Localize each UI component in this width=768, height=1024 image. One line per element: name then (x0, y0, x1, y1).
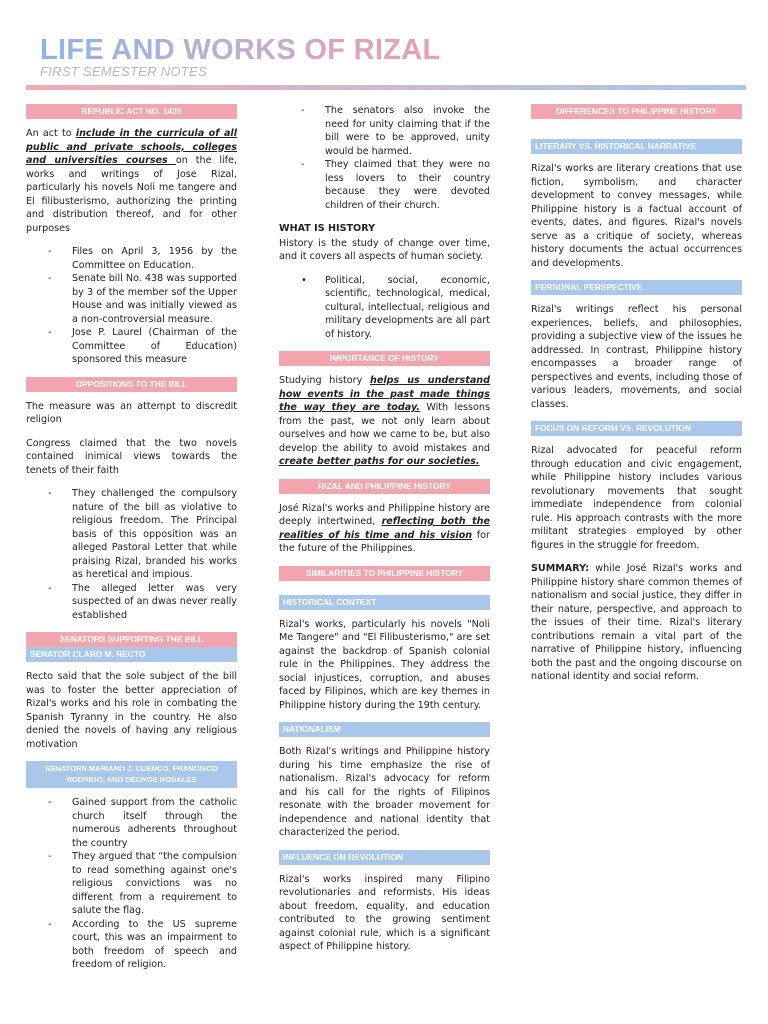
emphasis-text: helps us understand how events in the past made things the way they are today. (279, 375, 490, 413)
column-2 (279, 104, 490, 964)
importance-paragraph: Studying history helps us understand how events in the past made things the way they are today. With lessons from the past, we not only learn about ourselves and how we came to be, but also develop the ability to avoid mistakes and create better paths for our societies. (279, 375, 490, 467)
history-aspects-list (279, 274, 490, 342)
summary-paragraph: SUMMARY: while José Rizal's works and Philippine history share common themes of nationalism and social justice, they differ in their nature, perspective, and approach to the issues of their time. Rizal's literary contributions remain a vital part of the narrative of Philippine history, influencing both the past and the ongoing discourse on national identity and social reform. (531, 563, 742, 682)
influence-paragraph: Rizal's works inspired many Filipino revolutionaries and reformists. His ideas about freedom, equality, and education contributed to the growing sentiment against colonial rule, which is a significant aspect of Philippine history. (279, 873, 490, 952)
nationalism-paragraph: Both Rizal's writings and Philippine history during his time emphasize the rise of nationalism. Rizal's advocacy for reform and his call for the rights of Filipinos resonate with the broader movement for independence and national identity that characterized the period. (279, 746, 490, 838)
personal-perspective-paragraph: Rizal's writings reflect his personal experiences, beliefs, and philosophies, providing a subjective view of the issues he addressed. In contrast, Philippine history encompasses a broader range of perspectives and events, including those of various leaders, movements, and social classes. (531, 304, 742, 410)
rizal-history-paragraph: José Rizal's works and Philippine history are deeply intertwined, reflecting both the realities of his time and his vision for the future of the Philippines. (279, 502, 490, 554)
republic-act-list (26, 245, 237, 367)
list-item: • Political, social, economic, scientific, technological, medical, cultural, intellectual, religious and military developments are all part of history. (301, 274, 490, 340)
opposition-paragraph-1: The measure was an attempt to discredit religion (26, 400, 237, 425)
page-title: LIFE AND WORKS OF RIZAL (40, 34, 441, 66)
subheader-personal-perspective: PERSONAL PERSPECTIVE (531, 280, 742, 295)
subheader-nationalism: NATIONALISM (279, 722, 490, 737)
list-item: - They challenged the compulsory nature of the bill as violative to religious freedom. The Principal basis of this opposition was an alleged Pastoral Letter that while praising Rizal, branded his works as heretical and impious. (48, 488, 237, 580)
column-1 (26, 104, 237, 982)
opposition-list (26, 487, 237, 622)
section-header-senators-supporting: SENATORS SUPPORTING THE BILL (26, 632, 237, 647)
list-item: - Senate bill No. 438 was supported by 3 of the member sof the Upper House and was initially viewed as a non-controversial measure. (48, 273, 237, 325)
cuenco-list (26, 796, 237, 972)
list-item: - Files on April 3, 1956 by the Committee on Education. (48, 246, 237, 271)
list-item: - Gained support from the catholic church itself through the numerous adherents throughout the country (48, 797, 237, 849)
title-divider (26, 85, 746, 90)
list-item: - They argued that “the compulsion to read something against one's religious convictions was no different from a requirement to salute the flag. (48, 851, 237, 916)
emphasis-text: include in the curricula of all public and private schools, colleges and universities courses (26, 128, 237, 166)
column-3 (531, 104, 742, 694)
subheader-historical-context: HISTORICAL CONTEXT (279, 595, 490, 610)
section-header-importance: IMPORTANCE OF HISTORY (279, 351, 490, 366)
section-header-differences: DIFFERENCES TO PHILIPPINE HISTORY (531, 104, 742, 119)
what-is-history-paragraph: History is the study of change over time, and it covers all aspects of human society. (279, 237, 490, 262)
opposition-paragraph-2: Congress claimed that the two novels contained inimical views towards the tenets of their faith (26, 437, 237, 476)
list-item: - Jose P. Laurel (Chairman of the Committee of Education) sponsored this measure (48, 327, 237, 365)
subheader-influence-on-revolution: INFLUENCE ON REVOLUTION (279, 850, 490, 865)
subheader-literary-vs-historical: LITERARY VS. HISTORICAL NARRATIVE (531, 139, 742, 154)
recto-paragraph: Recto said that the sole subject of the bill was to foster the better appreciation of Rizal's works and his role in combating the Spanish Tyranny in the country. He also denied the novels of having any religious motivation (26, 671, 237, 750)
subheader-recto: SENATOR CLARO M. RECTO (26, 647, 237, 662)
list-item: - The senators also invoke the need for unity claiming that if the bill were to be approved, unity would be harmed. (301, 105, 490, 157)
emphasis-text: reflecting both the realities of his time and his vision (279, 516, 490, 541)
section-header-similarities: SIMILARITIES TO PHILIPPINE HISTORY (279, 566, 490, 581)
subheader-cuenco-rodrigo-rosales: SENATORS MARIANO J. CUENCO, FRANCISCO RODRIGO, AND DECROS ROSALES (26, 761, 237, 788)
literary-paragraph: Rizal's works are literary creations that use fiction, symbolism, and character development to convey messages, while Philippine history is a factual account of events, dates, and figures. Rizal's novels serve as a critique of society, whereas history documents the actual occurrences and developments. (531, 163, 742, 269)
historical-context-paragraph: Rizal's works, particularly his novels "Noli Me Tangere" and "El Filibusterismo," are set against the backdrop of Spanish colonial rule in the Philippines. They address the social injustices, corruption, and abuses faced by Filipinos, which are key themes in Philippine history during the 19th century. (279, 618, 490, 711)
list-item: - They claimed that they were no less lovers to their country because they were devoted children of their church. (301, 159, 490, 211)
republic-act-intro: An act to include in the curricula of all public and private schools, colleges and universities courses on the life, works and writings of Jose Rizal, particularly his novels Noli me tangere and El filibusterismo, authorizing the printing and distribution thereof, and for other purposes (26, 128, 237, 234)
heading-what-is-history: WHAT IS HISTORY (279, 223, 376, 234)
list-item: - According to the US supreme court, this was an impairment to both freedom of speech and freedom of religion. (48, 918, 237, 970)
focus-paragraph: Rizal advocated for peaceful reform through education and civic engagement, while Philippine history includes various revolutionary movements that sought immediate independence from colonial rule. His approach contrasts with the more militant strategies employed by other figures in the struggle for freedom. (531, 445, 742, 551)
summary-label: SUMMARY: (531, 563, 590, 574)
section-header-rizal-and-history: RIZAL AND PHILIPPINE HISTORY (279, 479, 490, 494)
section-header-oppositions: OPPOSITIONS TO THE BILL (26, 377, 237, 392)
senators-continued-list (279, 104, 490, 212)
page-subtitle: FIRST SEMESTER NOTES (40, 64, 208, 79)
emphasis-text: create better paths for our societies. (279, 456, 480, 467)
list-item: - The alleged letter was very suspected of an dwas never really established (48, 582, 237, 621)
subheader-focus-on-reform: FOCUS ON REFORM VS. REVOLUTION (531, 421, 742, 436)
section-header-republic-act: REPUBLIC ACT NO. 1425 (26, 104, 237, 119)
